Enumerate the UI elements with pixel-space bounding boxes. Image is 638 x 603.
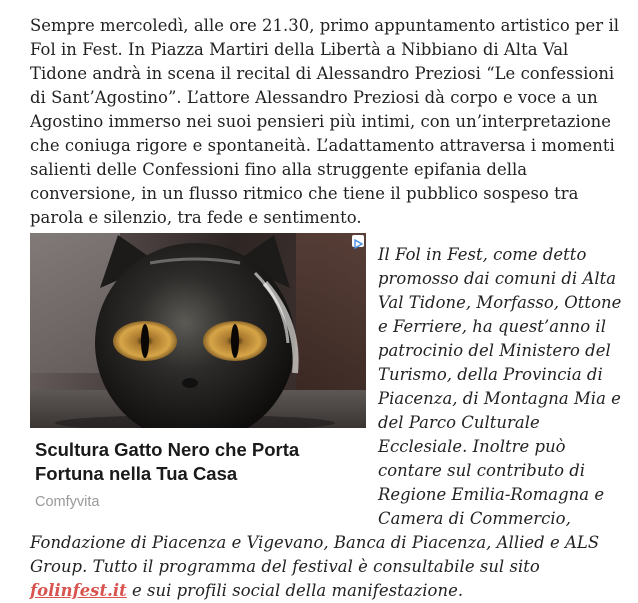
article-body <box>30 14 630 603</box>
adchoices-icon[interactable] <box>352 235 364 247</box>
folinfest-link[interactable]: folinfest.it <box>30 581 127 600</box>
sponsored-ad[interactable] <box>30 233 366 510</box>
ad-image[interactable] <box>30 233 366 428</box>
ad-brand[interactable]: Comfyvita <box>35 494 100 510</box>
black-cat-sculpture-icon <box>30 233 366 428</box>
ad-title[interactable]: Scultura Gatto Nero che Porta Fortuna nella Tua Casa <box>35 439 300 484</box>
article-paragraph-1: Sempre mercoledì, alle ore 21.30, primo appuntamento artistico per il Fol in Fest. In Piazza Martiri della Libertà a Nibbiano di Alta Val Tidone andrà in scena il recital di Alessandro Preziosi “Le confessioni di Sant’Agostino”. L’attore Alessandro Preziosi dà corpo e voce a un Agostino immerso nei suoi pensieri più intimi, con un’interpretazione che coniuga rigore e spontaneità. L’adattamento attraversa i momenti salienti delle Confessioni fino alla struggente epifania della conversione, in un flusso ritmico che tiene il pubblico sospeso tra parola e silenzio, tra fede e sentimento. <box>30 16 620 227</box>
paragraph-2-text: Il Fol in Fest, come detto promosso dai comuni di Alta Val Tidone, Morfasso, Ottone e Ferriere, ha quest’anno il patrocinio del Ministero del Turismo, della Provincia di Piacenza, di Montagna Mia e del Parco Culturale Ecclesiale. Inoltre può contare sul contributo di Regione Emilia-Romagna e Camera di Commercio, Fondazione di Piacenza e Vigevano, Banca di Piacenza, Allied e ALS Group. Tutto il programma del festival è consultabile sul sito <box>30 245 622 576</box>
paragraph-2-tail: e sui profili social della manifestazione. <box>126 581 464 600</box>
